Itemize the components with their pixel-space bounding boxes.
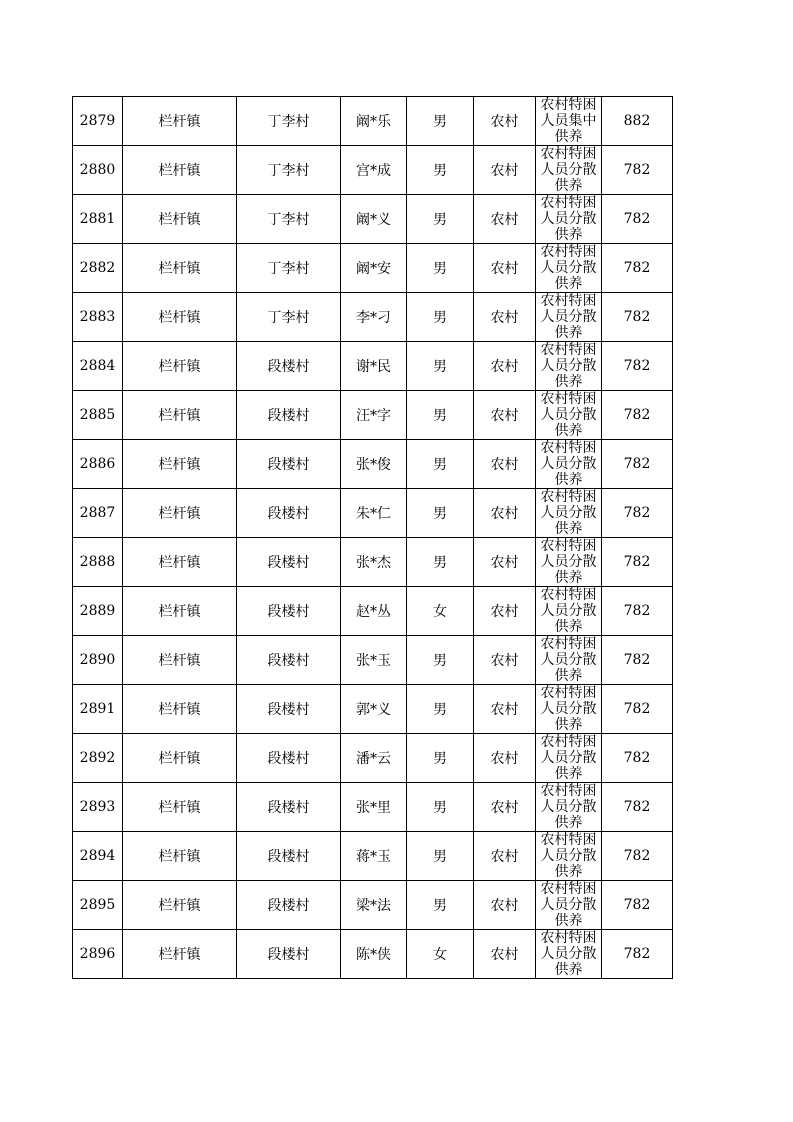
village-name-cell: 段楼村: [237, 930, 341, 979]
person-name-cell: 阚*乐: [341, 97, 407, 146]
roster-rows: [73, 97, 673, 979]
sex-cell: 男: [407, 881, 474, 930]
sex-cell: 男: [407, 97, 474, 146]
support-category-text: 农村特困人员分散供养: [540, 391, 597, 439]
sex-cell: 男: [407, 195, 474, 244]
table-row: [73, 636, 673, 685]
town-name-cell: 栏杆镇: [123, 342, 237, 391]
support-category-cell: [536, 293, 602, 342]
table-row: [73, 538, 673, 587]
sex-cell: 女: [407, 587, 474, 636]
town-name-cell: 栏杆镇: [123, 734, 237, 783]
row-number-cell: 2896: [73, 930, 123, 979]
support-category-cell: [536, 587, 602, 636]
support-category-text: 农村特困人员分散供养: [540, 587, 597, 635]
village-name-cell: 丁李村: [237, 293, 341, 342]
support-category-text: 农村特困人员分散供养: [540, 832, 597, 880]
table-row: [73, 783, 673, 832]
village-name-cell: 段楼村: [237, 636, 341, 685]
sex-cell: 男: [407, 734, 474, 783]
support-category-text: 农村特困人员分散供养: [540, 685, 597, 733]
support-category-cell: [536, 832, 602, 881]
person-name-cell: 张*杰: [341, 538, 407, 587]
row-number-cell: 2889: [73, 587, 123, 636]
village-name-cell: 丁李村: [237, 146, 341, 195]
person-name-cell: 谢*民: [341, 342, 407, 391]
row-number-cell: 2882: [73, 244, 123, 293]
amount-cell: 782: [602, 538, 673, 587]
village-name-cell: 丁李村: [237, 195, 341, 244]
amount-cell: 782: [602, 734, 673, 783]
village-name-cell: 丁李村: [237, 244, 341, 293]
person-name-cell: 陈*侠: [341, 930, 407, 979]
amount-cell: 782: [602, 244, 673, 293]
support-category-cell: [536, 391, 602, 440]
sex-cell: 男: [407, 146, 474, 195]
village-name-cell: 段楼村: [237, 685, 341, 734]
town-name-cell: 栏杆镇: [123, 587, 237, 636]
amount-cell: 882: [602, 97, 673, 146]
table-row: [73, 195, 673, 244]
town-name-cell: 栏杆镇: [123, 881, 237, 930]
sex-cell: 男: [407, 440, 474, 489]
table-row: [73, 342, 673, 391]
row-number-cell: 2887: [73, 489, 123, 538]
amount-cell: 782: [602, 342, 673, 391]
area-type-cell: 农村: [474, 97, 536, 146]
support-category-text: 农村特困人员分散供养: [540, 146, 597, 194]
area-type-cell: 农村: [474, 881, 536, 930]
amount-cell: 782: [602, 146, 673, 195]
town-name-cell: 栏杆镇: [123, 489, 237, 538]
support-category-text: 农村特困人员分散供养: [540, 930, 597, 978]
row-number-cell: 2888: [73, 538, 123, 587]
support-category-text: 农村特困人员分散供养: [540, 881, 597, 929]
village-name-cell: 段楼村: [237, 489, 341, 538]
person-name-cell: 郭*义: [341, 685, 407, 734]
support-category-cell: [536, 146, 602, 195]
area-type-cell: 农村: [474, 685, 536, 734]
village-name-cell: 段楼村: [237, 342, 341, 391]
amount-cell: 782: [602, 881, 673, 930]
sex-cell: 男: [407, 783, 474, 832]
support-category-cell: [536, 195, 602, 244]
sex-cell: 男: [407, 293, 474, 342]
person-name-cell: 朱*仁: [341, 489, 407, 538]
amount-cell: 782: [602, 440, 673, 489]
area-type-cell: 农村: [474, 195, 536, 244]
town-name-cell: 栏杆镇: [123, 440, 237, 489]
town-name-cell: 栏杆镇: [123, 832, 237, 881]
area-type-cell: 农村: [474, 783, 536, 832]
row-number-cell: 2894: [73, 832, 123, 881]
village-name-cell: 段楼村: [237, 538, 341, 587]
row-number-cell: 2890: [73, 636, 123, 685]
support-category-text: 农村特困人员分散供养: [540, 489, 597, 537]
row-number-cell: 2879: [73, 97, 123, 146]
table-row: [73, 881, 673, 930]
sex-cell: 男: [407, 244, 474, 293]
person-name-cell: 张*俊: [341, 440, 407, 489]
table-row: [73, 587, 673, 636]
support-category-text: 农村特困人员集中供养: [540, 97, 597, 145]
table-row: [73, 440, 673, 489]
support-category-text: 农村特困人员分散供养: [540, 783, 597, 831]
person-name-cell: 阚*安: [341, 244, 407, 293]
table-row: [73, 832, 673, 881]
row-number-cell: 2893: [73, 783, 123, 832]
area-type-cell: 农村: [474, 244, 536, 293]
amount-cell: 782: [602, 832, 673, 881]
support-category-cell: [536, 538, 602, 587]
town-name-cell: 栏杆镇: [123, 391, 237, 440]
area-type-cell: 农村: [474, 930, 536, 979]
village-name-cell: 段楼村: [237, 881, 341, 930]
support-category-cell: [536, 97, 602, 146]
amount-cell: 782: [602, 636, 673, 685]
row-number-cell: 2880: [73, 146, 123, 195]
area-type-cell: 农村: [474, 734, 536, 783]
town-name-cell: 栏杆镇: [123, 538, 237, 587]
table-row: [73, 244, 673, 293]
table-row: [73, 685, 673, 734]
village-name-cell: 段楼村: [237, 391, 341, 440]
support-category-text: 农村特困人员分散供养: [540, 440, 597, 488]
area-type-cell: 农村: [474, 293, 536, 342]
row-number-cell: 2881: [73, 195, 123, 244]
area-type-cell: 农村: [474, 832, 536, 881]
support-category-cell: [536, 734, 602, 783]
support-category-text: 农村特困人员分散供养: [540, 293, 597, 341]
support-category-cell: [536, 930, 602, 979]
row-number-cell: 2885: [73, 391, 123, 440]
person-name-cell: 潘*云: [341, 734, 407, 783]
sex-cell: 男: [407, 342, 474, 391]
support-category-text: 农村特困人员分散供养: [540, 734, 597, 782]
table-row: [73, 146, 673, 195]
amount-cell: 782: [602, 783, 673, 832]
sex-cell: 男: [407, 832, 474, 881]
village-name-cell: 段楼村: [237, 832, 341, 881]
support-category-text: 农村特困人员分散供养: [540, 636, 597, 684]
table-row: [73, 489, 673, 538]
support-category-cell: [536, 342, 602, 391]
sex-cell: 男: [407, 538, 474, 587]
person-name-cell: 梁*法: [341, 881, 407, 930]
sex-cell: 男: [407, 636, 474, 685]
village-name-cell: 段楼村: [237, 587, 341, 636]
town-name-cell: 栏杆镇: [123, 636, 237, 685]
area-type-cell: 农村: [474, 587, 536, 636]
person-name-cell: 宫*成: [341, 146, 407, 195]
support-category-cell: [536, 244, 602, 293]
row-number-cell: 2895: [73, 881, 123, 930]
person-name-cell: 李*刁: [341, 293, 407, 342]
person-name-cell: 赵*丛: [341, 587, 407, 636]
area-type-cell: 农村: [474, 391, 536, 440]
row-number-cell: 2883: [73, 293, 123, 342]
row-number-cell: 2886: [73, 440, 123, 489]
row-number-cell: 2884: [73, 342, 123, 391]
table-row: [73, 734, 673, 783]
sex-cell: 男: [407, 391, 474, 440]
person-name-cell: 张*里: [341, 783, 407, 832]
support-category-cell: [536, 636, 602, 685]
person-name-cell: 汪*字: [341, 391, 407, 440]
area-type-cell: 农村: [474, 342, 536, 391]
town-name-cell: 栏杆镇: [123, 930, 237, 979]
town-name-cell: 栏杆镇: [123, 685, 237, 734]
support-category-cell: [536, 489, 602, 538]
support-category-cell: [536, 881, 602, 930]
area-type-cell: 农村: [474, 636, 536, 685]
person-name-cell: 蒋*玉: [341, 832, 407, 881]
area-type-cell: 农村: [474, 146, 536, 195]
sex-cell: 女: [407, 930, 474, 979]
area-type-cell: 农村: [474, 538, 536, 587]
table-row: [73, 391, 673, 440]
person-name-cell: 阚*义: [341, 195, 407, 244]
table-row: [73, 293, 673, 342]
amount-cell: 782: [602, 930, 673, 979]
support-category-text: 农村特困人员分散供养: [540, 244, 597, 292]
table-row: [73, 930, 673, 979]
sex-cell: 男: [407, 685, 474, 734]
village-name-cell: 丁李村: [237, 97, 341, 146]
amount-cell: 782: [602, 391, 673, 440]
town-name-cell: 栏杆镇: [123, 293, 237, 342]
village-name-cell: 段楼村: [237, 440, 341, 489]
town-name-cell: 栏杆镇: [123, 244, 237, 293]
roster-table: [72, 96, 673, 979]
amount-cell: 782: [602, 489, 673, 538]
area-type-cell: 农村: [474, 489, 536, 538]
support-category-text: 农村特困人员分散供养: [540, 195, 597, 243]
sex-cell: 男: [407, 489, 474, 538]
table-row: [73, 97, 673, 146]
support-category-cell: [536, 685, 602, 734]
support-category-cell: [536, 783, 602, 832]
support-category-text: 农村特困人员分散供养: [540, 538, 597, 586]
row-number-cell: 2892: [73, 734, 123, 783]
amount-cell: 782: [602, 587, 673, 636]
area-type-cell: 农村: [474, 440, 536, 489]
amount-cell: 782: [602, 293, 673, 342]
person-name-cell: 张*玉: [341, 636, 407, 685]
amount-cell: 782: [602, 195, 673, 244]
village-name-cell: 段楼村: [237, 734, 341, 783]
town-name-cell: 栏杆镇: [123, 146, 237, 195]
row-number-cell: 2891: [73, 685, 123, 734]
town-name-cell: 栏杆镇: [123, 195, 237, 244]
town-name-cell: 栏杆镇: [123, 783, 237, 832]
village-name-cell: 段楼村: [237, 783, 341, 832]
support-category-cell: [536, 440, 602, 489]
amount-cell: 782: [602, 685, 673, 734]
town-name-cell: 栏杆镇: [123, 97, 237, 146]
support-category-text: 农村特困人员分散供养: [540, 342, 597, 390]
